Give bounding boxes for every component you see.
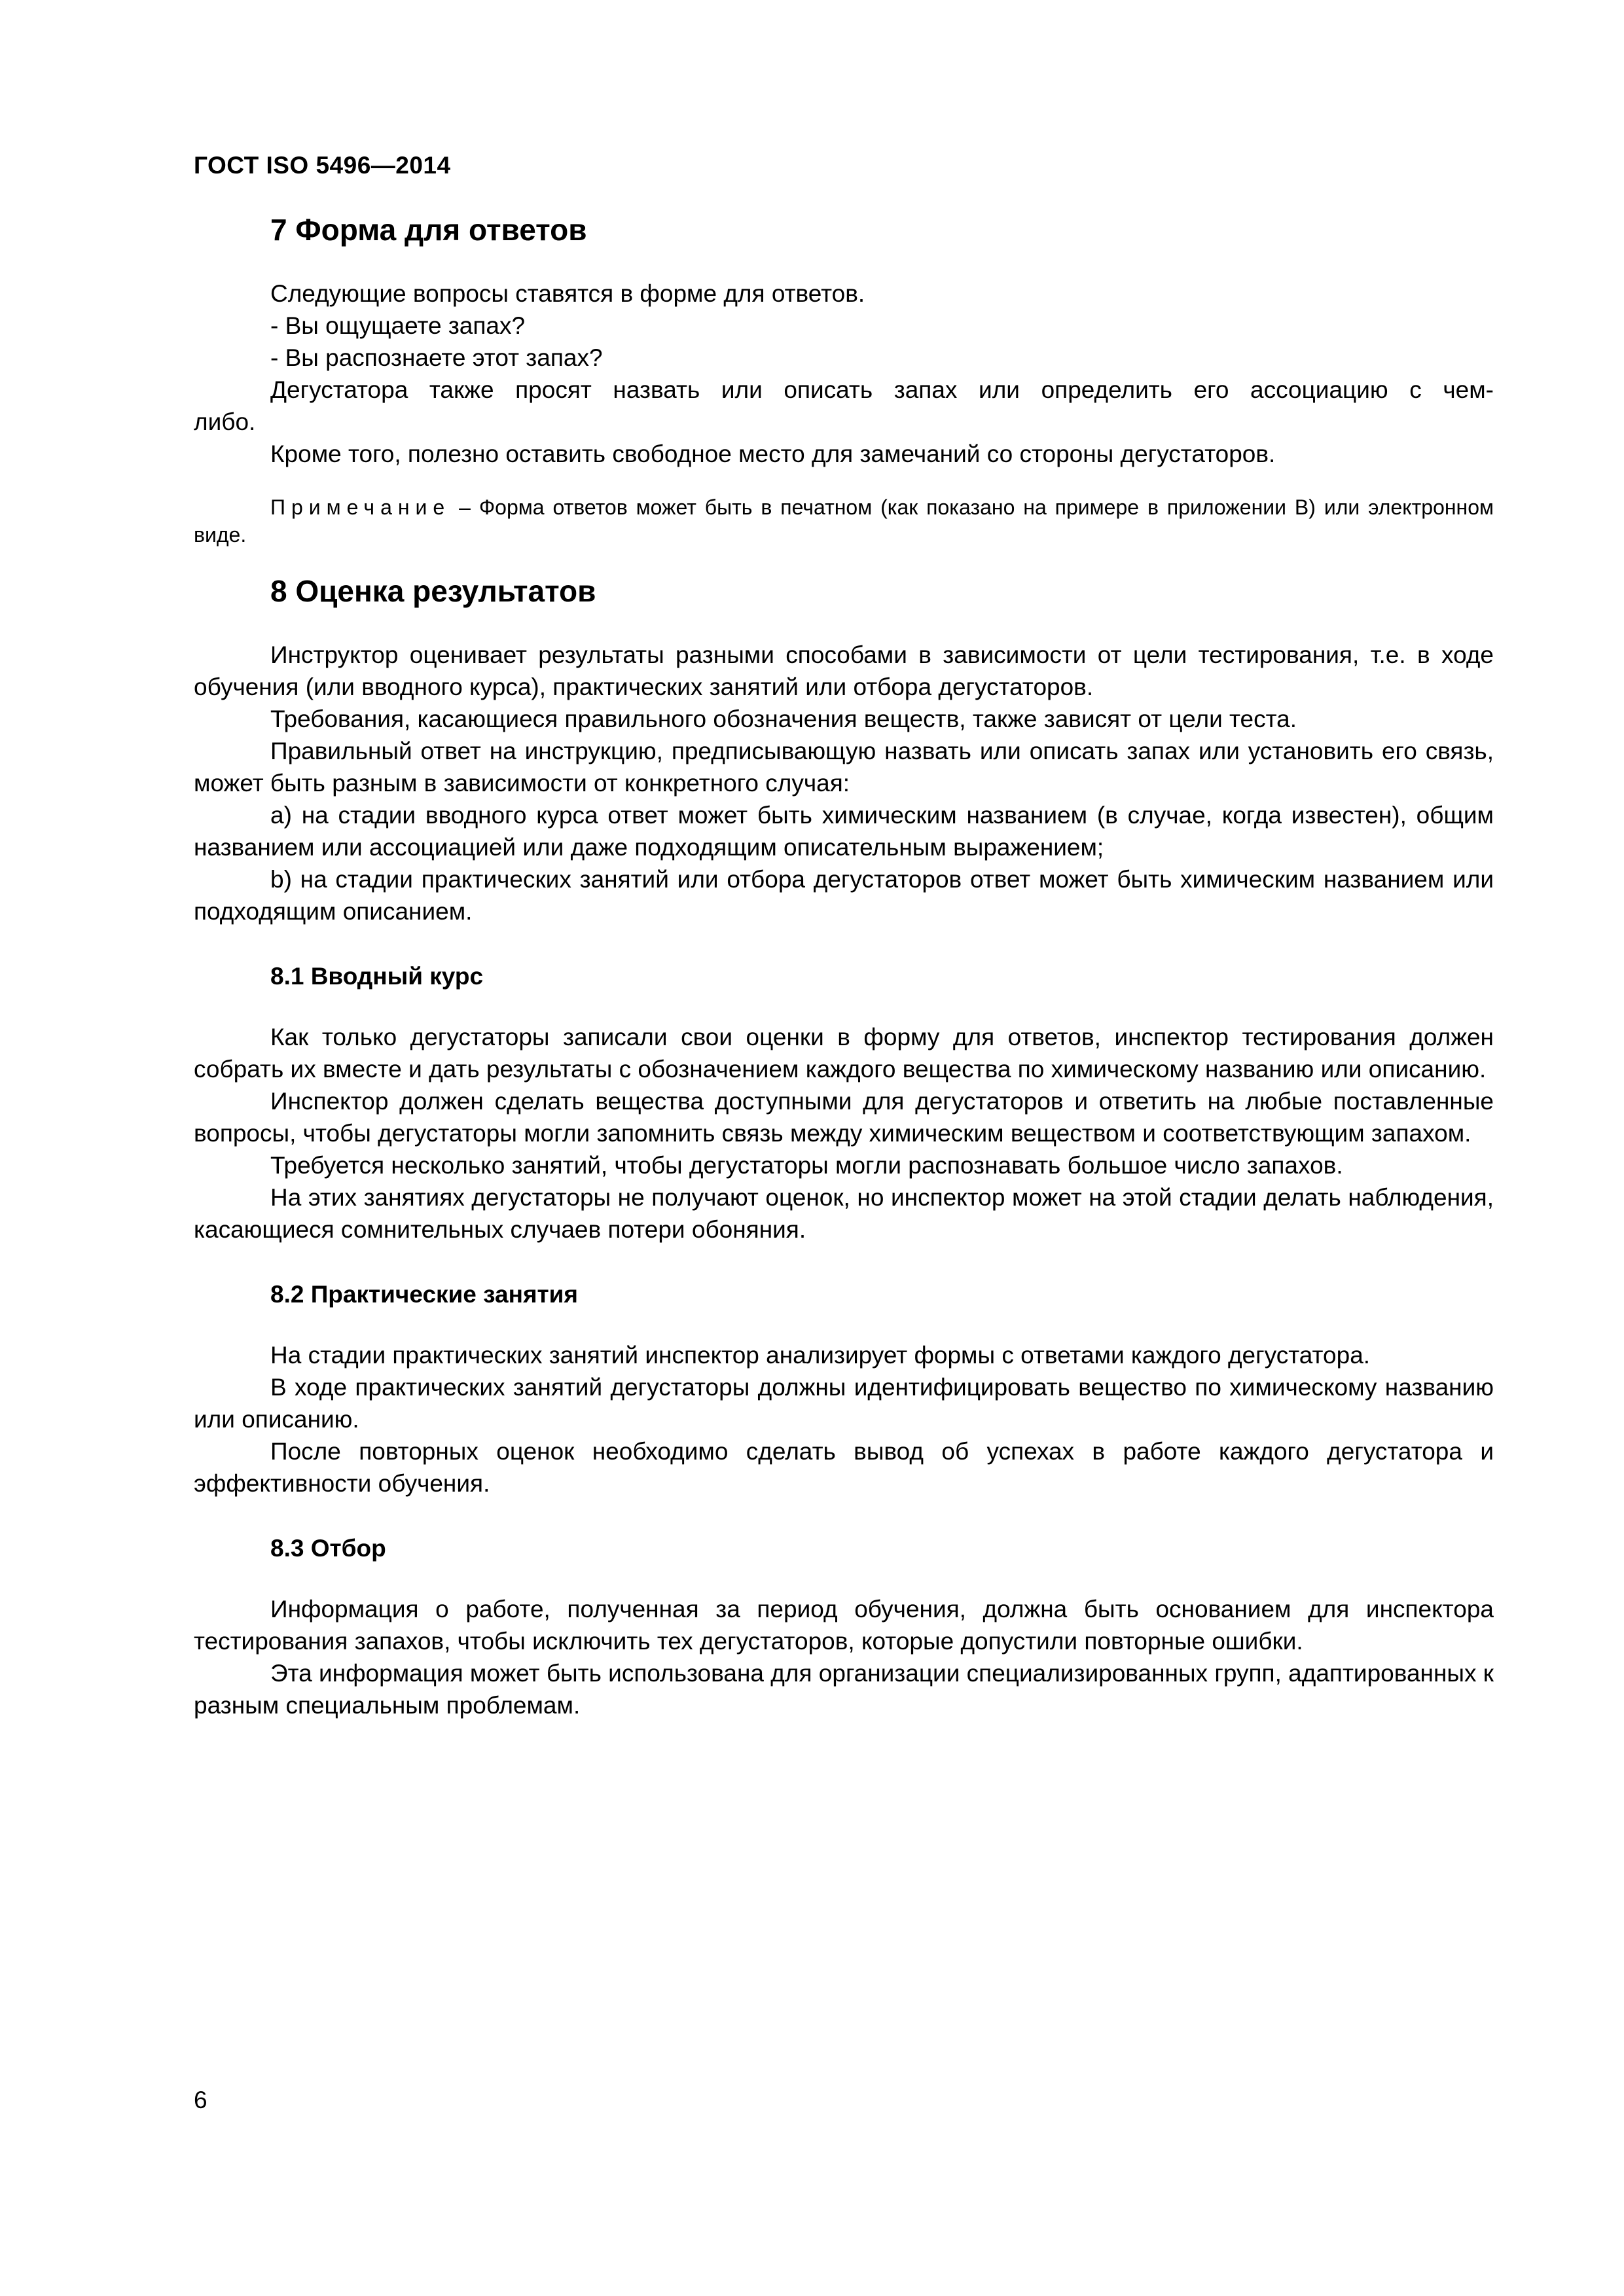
paragraph: Следующие вопросы ставятся в форме для ответов. [270, 280, 865, 307]
paragraph: Кроме того, полезно оставить свободное место для замечаний со стороны дегустаторов. [270, 440, 1276, 467]
paragraph: Дегустатора также просят назвать или описать запах или определить его ассоциацию с чем- [270, 376, 1494, 403]
paragraph: Эта информация может быть использована для организации специализированных групп, адаптированных к разным специальным проблемам. [194, 1660, 1494, 1719]
paragraph: - Вы распознаете этот запах? [270, 344, 603, 371]
section-8-1 [194, 960, 1494, 1246]
section-8-title: 8 Оценка результатов [270, 574, 596, 608]
section-8-2 [194, 1278, 1494, 1499]
section-8-3-title: 8.3 Отбор [270, 1535, 386, 1562]
paragraph: На стадии практических занятий инспектор анализирует формы с ответами каждого дегустатора. [270, 1342, 1371, 1369]
section-8-2-title: 8.2 Практические занятия [270, 1281, 579, 1308]
document-code-header: ГОСТ ISO 5496—2014 [194, 152, 451, 179]
page-number: 6 [194, 2087, 208, 2113]
section-8 [194, 572, 1494, 927]
note-label: Примечание [270, 495, 451, 519]
section-8-3 [194, 1532, 1494, 1721]
paragraph: После повторных оценок необходимо сделать вывод об успехах в работе каждого дегустатора и эффективности обучения. [194, 1438, 1494, 1497]
section-7-title: 7 Форма для ответов [270, 213, 587, 247]
paragraph: Как только дегустаторы записали свои оценки в форму для ответов, инспектор тестирования должен собрать их вместе и дать результаты с обозначением каждого вещества по химическому названию или описанию. [194, 1024, 1494, 1083]
paragraph: Требования, касающиеся правильного обозначения веществ, также зависят от цели теста. [270, 706, 1297, 732]
section-8-1-title: 8.1 Вводный курс [270, 963, 484, 990]
section-7 [194, 211, 1494, 548]
paragraph: Инспектор должен сделать вещества доступными для дегустаторов и ответить на любые поставленные вопросы, чтобы дегустаторы могли запомнить связь между химическим веществом и соответствующим запахом. [194, 1088, 1494, 1147]
paragraph: Инструктор оценивает результаты разными способами в зависимости от цели тестирования, т.е. в ходе обучения (или вводного курса), практических занятий или отбора дегустаторов. [194, 641, 1494, 700]
note-text: – Форма ответов может быть в печатном (как показано на примере в приложении В) или электронном виде. [194, 495, 1494, 547]
paragraph: На этих занятиях дегустаторы не получают оценок, но инспектор может на этой стадии делать наблюдения, касающиеся сомнительных случаев потери обоняния. [194, 1184, 1494, 1243]
paragraph: Правильный ответ на инструкцию, предписывающую назвать или описать запах или установить его связь, может быть разным в зависимости от конкретного случая: [194, 738, 1494, 797]
list-item: a) на стадии вводного курса ответ может быть химическим названием (в случае, когда известен), общим названием или ассоциацией или даже подходящим описательным выражением; [194, 802, 1494, 861]
paragraph: - Вы ощущаете запах? [270, 312, 526, 339]
page-content [194, 211, 1494, 1721]
note-paragraph [194, 493, 1494, 548]
paragraph-continuation: либо. [194, 408, 256, 435]
paragraph: Требуется несколько занятий, чтобы дегустаторы могли распознавать большое число запахов. [270, 1152, 1343, 1179]
list-item: b) на стадии практических занятий или отбора дегустаторов ответ может быть химическим названием или подходящим описанием. [194, 866, 1494, 925]
paragraph: Информация о работе, полученная за период обучения, должна быть основанием для инспектора тестирования запахов, чтобы исключить тех дегустаторов, которые допустили повторные ошибки. [194, 1596, 1494, 1655]
paragraph: В ходе практических занятий дегустаторы должны идентифицировать вещество по химическому названию или описанию. [194, 1374, 1494, 1433]
